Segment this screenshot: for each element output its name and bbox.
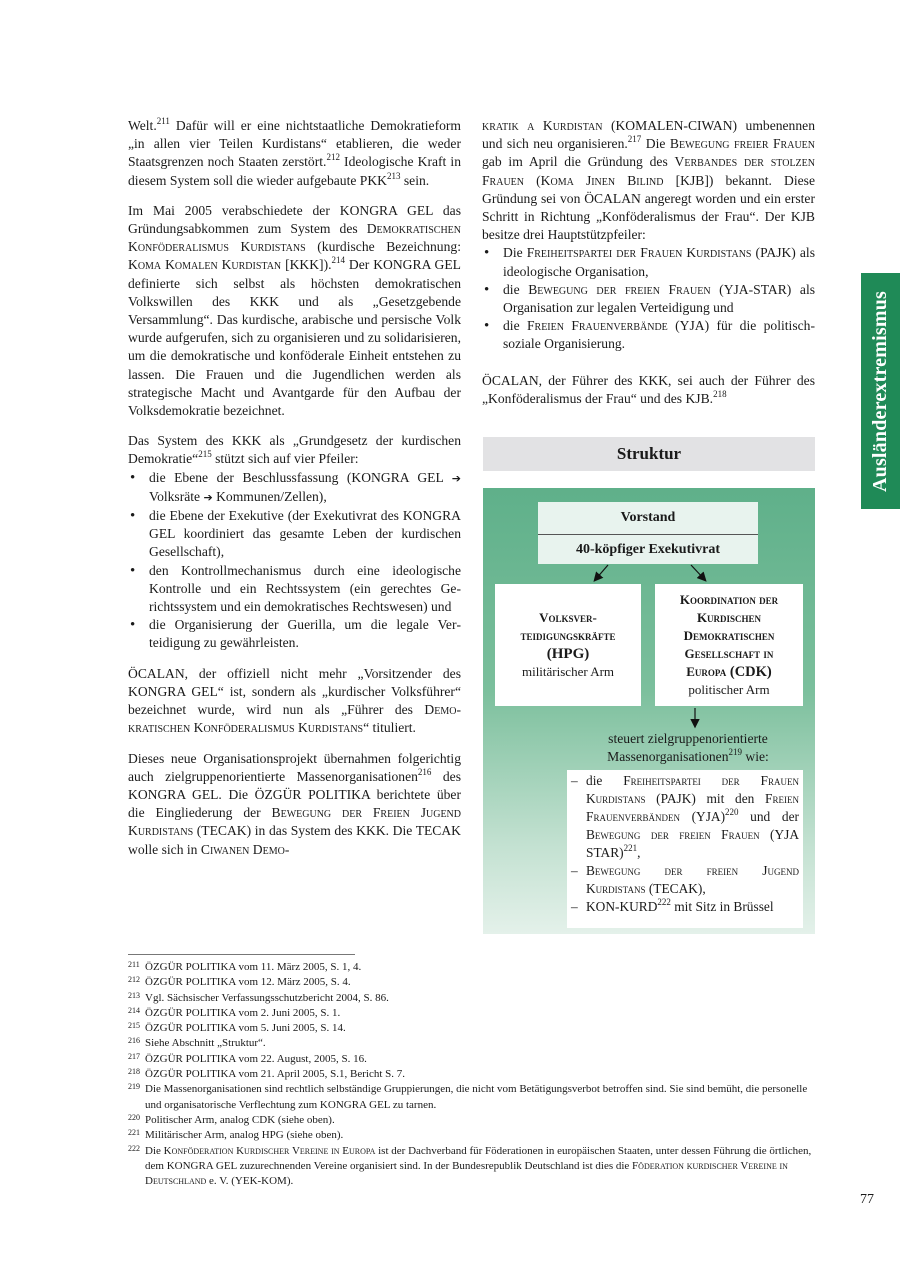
paragraph: kratik a Kurdistan (KOMALEN-CIWAN) umbenennen und sich neu organisieren.$^{217}$ Die Bewegung freier Frauen gab im April die Gründung des Verbandes der stolzen Frauen (Koma Jinen Bilind [KJB]) bekannt. Diese Gründung sei von ÖCALAN angeregt worden und ein erster Schritt in Richtung „Konföderalismus der Frau“. Der KJB besitze drei Hauptstützpfeiler:	[482, 118, 815, 243]
footnote: 213 Vgl. Sächsischer Verfassungsschutzbericht 2004, S. 86.	[128, 990, 389, 1004]
footnote-ref[interactable]: 214	[331, 255, 346, 266]
footnote-ref[interactable]: 220	[725, 807, 739, 817]
left-column	[128, 117, 461, 871]
footnote-ref[interactable]: 212	[326, 152, 340, 163]
footnote: 212 ÖZGÜR POLITIKA vom 12. März 2005, S. 4.	[128, 975, 351, 989]
paragraph: ÖCALAN, der offiziell nicht mehr „Vorsitzender des KONGRA GEL“ ist, sondern als „kurdischer Volksführer“ bezeichnet wurde, wird nun als „Führer des Demokratischen Konföderalismus Kurdistans“ tituliert.	[128, 665, 461, 736]
structure-diagram	[483, 488, 815, 934]
paragraph: Dieses neue Organisationsprojekt übernahmen folgerichtig auch zielgruppenorientierte Massenorganisationen$^{216}$ des KONGRA GEL. Die ÖZGÜR POLITIKA berichtete über die Eingliederung der Bewegung der Freien Jugend Kurdistans (TECAK) in das System des KKK. Die TECAK wolle sich in Ciwanen Demo-	[128, 750, 462, 857]
footnote-ref[interactable]: 218	[713, 388, 727, 399]
section-side-tab-label: Ausländerextremismus	[869, 290, 892, 492]
footnotes	[128, 960, 818, 1189]
section-side-tab	[861, 273, 900, 509]
list-item: • die Ebene der Exekutive (der Exekutivrat des KONGRA GEL koordiniert das gesamte Leben der kurdischen Gesellschaft),	[128, 507, 461, 562]
footnote-ref[interactable]: 215	[198, 449, 212, 460]
footnote: 214 ÖZGÜR POLITIKA vom 2. Juni 2005, S. 1.	[128, 1005, 341, 1019]
footnote-ref[interactable]: 217	[627, 134, 642, 145]
right-column	[482, 117, 815, 420]
list-item: – die Freiheitspartei der Frauen Kurdistans (PAJK) mit den Freien Frauenverbänden (YJA)$^{220}$ und der Bewegung der freien Frauen (YJA STAR)$^{221}$,	[571, 772, 799, 862]
hpg-box: Volksver- teidigungskräfte (HPG) militärischer Arm	[495, 584, 641, 706]
footnote-divider	[128, 954, 355, 955]
footnote: 218 ÖZGÜR POLITIKA vom 21. April 2005, S.1, Bericht S. 7.	[128, 1067, 406, 1081]
footnote: 216 Siehe Abschnitt „Struktur“.	[128, 1036, 266, 1050]
pillars-list	[128, 469, 461, 653]
footnote-ref[interactable]: 221	[623, 843, 638, 853]
footnote-ref[interactable]: 222	[657, 897, 671, 907]
footnote-ref[interactable]: 219	[728, 747, 742, 757]
footnote: 221 Militärischer Arm, analog HPG (siehe oben).	[128, 1128, 344, 1142]
list-item: • die Ebene der Beschlussfassung (KONGRA GEL ➔ Volksräte ➔ Kommunen/Zellen),	[128, 469, 461, 507]
executive-council-box: 40-köpfiger Exekutivrat	[538, 535, 758, 564]
structure-title: Struktur	[483, 437, 815, 471]
list-item: • den Kontrollmechanismus durch eine ideologische Kontrolle und ein Rechtssystem (ein gerechtes Gerichtssystem und ein demokratisches Rechtswesen) und	[128, 562, 461, 617]
list-item: • Die Freiheitspartei der Frauen Kurdistans (PAJK) als ideologische Organisation,	[482, 244, 815, 280]
paragraph: Welt.$^{211}$ Dafür will er eine nichtstaatliche Demokratieform „in allen vier Teilen Kurdistans“ etablieren, die weder Staatsgrenzen noch Staaten zerstört.$^{212}$ Ideologische Kraft in diesem System soll die wieder aufgebaute PKK$^{213}$ sein.	[128, 116, 461, 188]
paragraph: Das System des KKK als „Grundgesetz der kurdischen Demokratie“$^{215}$ stützt sich auf vier Pfeiler:	[128, 433, 461, 467]
footnote-ref[interactable]: 216	[417, 766, 432, 777]
cdk-box: Koordination der Kurdischen Demokratischen Gesellschaft in Europa (CDK) politischer Arm	[655, 584, 803, 706]
mass-org-list	[567, 770, 803, 928]
arrow-right-icon: ➔	[451, 471, 461, 485]
arrow-right-icon: ➔	[203, 490, 213, 504]
paragraph: Im Mai 2005 verabschiedete der KONGRA GEL das Gründungsabkommen zum System des Demokratischen Konföderalismus Kurdistans (kurdische Bezeichnung: Koma Komalen Kurdistan [KKK]).$^{214}$ Der KONGRA GEL definierte sich selbst als höchsten demokratischen Volkswillen des KKK und als „Gesetzgebende Versammlung“. Das kurdische, arabische und persische Volk wurde aufgerufen, sich zu organisieren und zu solidarisieren, um die demokratische und konföderale Einheit entstehen zu lassen. Die Frauen und die Jugendlichen werden als strategische Macht und Avantgarde für den Aufbau der Volksdemokratie bezeichnet.	[128, 202, 461, 419]
footnote-ref[interactable]: 213	[386, 170, 401, 181]
footnote-ref[interactable]: 211	[156, 116, 170, 126]
list-item: • die Organisierung der Guerilla, um die legale Verteidigung zu gewährleisten.	[128, 616, 461, 652]
footnote: 211 ÖZGÜR POLITIKA vom 11. März 2005, S. 1, 4.	[128, 960, 362, 973]
list-item: • die Freien Frauenverbände (YJA) für die politisch-soziale Organisierung.	[482, 317, 815, 353]
mass-org-caption: steuert zielgruppenorientierte Massenorganisationen$^{219}$ wie:	[607, 731, 769, 764]
page-number: 77	[860, 1192, 874, 1207]
footnote: 217 ÖZGÜR POLITIKA vom 22. August, 2005, S. 16.	[128, 1051, 367, 1065]
footnote: 222 Die Konföderation Kurdischer Vereine in Europa ist der Dachverband für Föderationen in europäischen Staaten, unter dessen Führung die örtlichen, dem KONGRA GEL zuzurechnenden Vereine organisiert sind. In der Bundesrepublik Deutschland ist dies die Föderation kurdischer Vereine in Deutschland e. V. (YEK-KOM).	[128, 1143, 812, 1188]
list-item: • die Bewegung der freien Frauen (YJA-STAR) als Organisation zur legalen Verteidigung und	[482, 281, 815, 317]
kjb-pillars-list	[482, 244, 815, 353]
footnote: 220 Politischer Arm, analog CDK (siehe oben).	[128, 1112, 335, 1126]
paragraph: ÖCALAN, der Führer des KKK, sei auch der Führer des „Konföderalismus der Frau“ und des KJB.$^{218}$	[482, 372, 815, 406]
list-item: – KON-KURD$^{222}$ mit Sitz in Brüssel	[571, 898, 799, 916]
list-item: – Bewegung der freien Jugend Kurdistans (TECAK),	[571, 862, 799, 898]
vorstand-box: Vorstand	[538, 502, 758, 535]
footnote: 215 ÖZGÜR POLITIKA vom 5. Juni 2005, S. 14.	[128, 1021, 346, 1035]
footnote: 219 Die Massenorganisationen sind rechtlich selbständige Gruppierungen, die nicht vom Betätigungsverbot betroffen sind. Sie sind bemüht, die personelle und organisatorische Verflechtung zum KONGRA GEL zu tarnen.	[128, 1082, 808, 1111]
